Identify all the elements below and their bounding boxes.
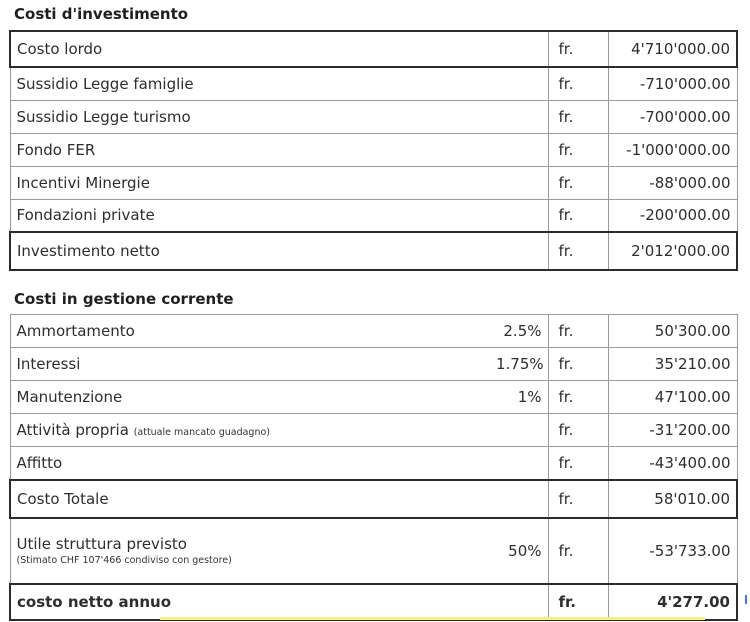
row-label: Manutenzione [10,381,490,414]
table-row [10,381,737,414]
row-percent [490,480,548,518]
table-row [10,31,737,67]
row-label: Affitto [10,447,490,480]
highlight-underline [160,617,705,620]
row-note: (Stimato CHF 107'466 condiviso con gestore) [16,555,232,566]
row-currency: fr. [548,315,608,348]
row-amount: 2'012'000.00 [608,232,737,270]
row-label: Sussidio Legge famiglie [10,67,548,100]
row-amount: -200'000.00 [608,199,737,232]
row-percent [490,584,548,620]
row-currency: fr. [548,518,608,584]
row-label: Interessi [10,348,490,381]
row-currency: fr. [548,31,608,67]
table-row [10,584,737,620]
table-row [10,315,737,348]
row-amount: 4'277.00 [608,584,737,620]
row-label: Sussidio Legge turismo [10,100,548,133]
row-currency: fr. [548,381,608,414]
row-label: costo netto annuo [10,584,490,620]
table-row [10,232,737,270]
row-percent: 1.75% [490,348,548,381]
edge-mark [745,595,747,604]
row-percent [490,447,548,480]
row-label-cell [10,414,490,447]
row-percent: 2.5% [490,315,548,348]
row-percent [490,414,548,447]
row-amount: 4'710'000.00 [608,31,737,67]
table-row [10,480,737,518]
row-amount: -31'200.00 [608,414,737,447]
row-amount: -710'000.00 [608,67,737,100]
row-label: Attività propria [16,421,129,439]
row-label: Fondazioni private [10,199,548,232]
operating-section-title: Costi in gestione corrente [14,290,234,308]
row-label: Costo lordo [10,31,548,67]
table-row [10,100,737,133]
table-row [10,67,737,100]
row-amount: 50'300.00 [608,315,737,348]
row-label: Fondo FER [10,133,548,166]
row-amount: 58'010.00 [608,480,737,518]
row-label: Incentivi Minergie [10,166,548,199]
row-percent: 1% [490,381,548,414]
operating-table [9,314,738,621]
row-currency: fr. [548,348,608,381]
row-amount: -88'000.00 [608,166,737,199]
row-label: Costo Totale [10,480,490,518]
row-amount: 47'100.00 [608,381,737,414]
table-row [10,447,737,480]
row-amount: 35'210.00 [608,348,737,381]
row-label: Investimento netto [10,232,548,270]
row-currency: fr. [548,414,608,447]
row-note: (attuale mancato guadagno) [133,427,271,438]
row-label: Ammortamento [10,315,490,348]
table-row [10,166,737,199]
row-amount: -1'000'000.00 [608,133,737,166]
row-currency: fr. [548,133,608,166]
table-row [10,518,737,584]
row-amount: -53'733.00 [608,518,737,584]
investment-section-title: Costi d'investimento [14,5,189,23]
row-currency: fr. [548,480,608,518]
row-currency: fr. [548,584,608,620]
row-currency: fr. [548,67,608,100]
row-currency: fr. [548,447,608,480]
row-currency: fr. [548,232,608,270]
row-currency: fr. [548,166,608,199]
table-row [10,133,737,166]
row-currency: fr. [548,199,608,232]
investment-table [9,30,738,271]
table-row [10,199,737,232]
table-row [10,414,737,447]
row-percent: 50% [490,518,548,584]
row-label-cell [10,518,490,584]
row-amount: -43'400.00 [608,447,737,480]
row-amount: -700'000.00 [608,100,737,133]
row-currency: fr. [548,100,608,133]
table-row [10,348,737,381]
row-label: Utile struttura previsto [16,535,187,553]
